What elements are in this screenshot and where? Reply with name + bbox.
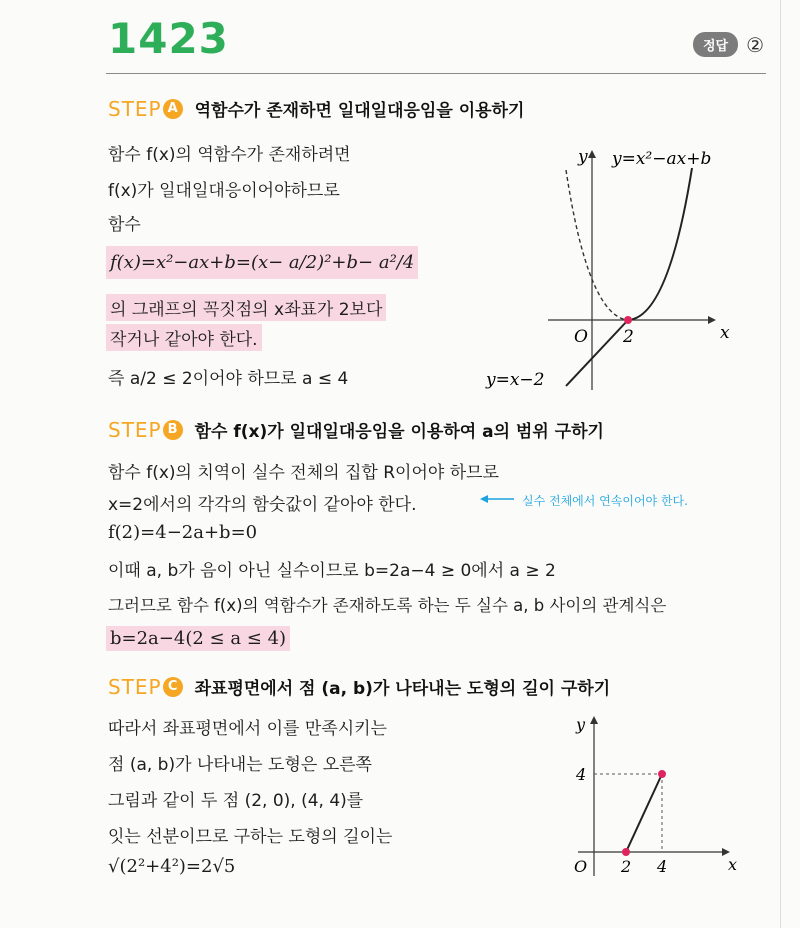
- graph-a-tick-2: 2: [623, 327, 634, 347]
- step-a-line2: f(x)가 일대일대응이어야하므로: [108, 181, 340, 201]
- graph-c-x-label: x: [728, 855, 738, 874]
- graph-a-y-label: y: [578, 147, 588, 167]
- step-a-header: [108, 96, 524, 121]
- graph-c-tick-4x: 4: [657, 857, 668, 876]
- step-b-line1: 함수 f(x)의 치역이 실수 전체의 집합 R이어야 하므로: [108, 463, 499, 483]
- graph-a-curve-branch: [628, 168, 692, 320]
- graph-a-x-arrow: [708, 316, 716, 324]
- step-b-line3: f(2)=4−2a+b=0: [108, 522, 258, 543]
- answer-badge: 정답: [693, 32, 738, 57]
- step-c-line5: √(2²+4²)=2√5: [108, 856, 236, 877]
- step-b-line5: 그러므로 함수 f(x)의 역함수가 존재하도록 하는 두 실수 a, b 사이의 관계식은: [108, 596, 667, 615]
- graph-a-line-label: y=x−2: [486, 370, 545, 390]
- problem-number: 1423: [108, 14, 229, 63]
- note-arrow-icon: [480, 492, 516, 506]
- answer-area: [693, 32, 764, 57]
- step-a-word: STEP: [108, 96, 162, 121]
- step-b-line2: x=2에서의 각각의 함숫값이 같아야 한다.: [108, 495, 417, 515]
- step-c-line2: 점 (a, b)가 나타내는 도형은 오른쪽: [108, 755, 372, 775]
- step-c-title: 좌표평면에서 점 (a, b)가 나타내는 도형의 길이 구하기: [194, 679, 611, 699]
- step-c-line4: 잇는 선분이므로 구하는 도형의 길이는: [108, 827, 393, 847]
- step-a-title: 역함수가 존재하면 일대일대응임을 이용하기: [194, 101, 525, 121]
- answer-value: ②: [746, 32, 764, 57]
- graph-a-origin-label: O: [574, 327, 588, 347]
- graph-a-y-arrow: [588, 150, 596, 158]
- step-a-line6: 즉 a/2 ≤ 2이어야 하므로 a ≤ 4: [108, 369, 349, 389]
- graph-c-y-arrow: [590, 716, 598, 724]
- graph-c-point-end: [658, 770, 666, 778]
- step-b-title: 함수 f(x)가 일대일대응임을 이용하여 a의 범위 구하기: [194, 422, 604, 442]
- graph-a-x-label: x: [720, 323, 730, 343]
- step-a-line4: 의 그래프의 꼭짓점의 x좌표가 2보다: [106, 294, 386, 321]
- graph-c-y-label: y: [576, 715, 586, 734]
- step-c-letter: C: [163, 677, 183, 697]
- step-b-letter: B: [163, 420, 183, 440]
- graph-a-dashed-branch: [566, 170, 628, 320]
- step-a-line3: 함수: [108, 215, 141, 235]
- step-a-line1: 함수 f(x)의 역함수가 존재하려면: [108, 145, 351, 165]
- graph-a-point: [624, 316, 632, 324]
- graph-c-segment: [626, 774, 662, 852]
- step-b-line4: 이때 a, b가 음이 아닌 실수이므로 b=2a−4 ≥ 0에서 a ≥ 2: [108, 561, 556, 581]
- step-c-line1: 따라서 좌표평면에서 이를 만족시키는: [108, 719, 387, 739]
- page-edge-rule: [780, 0, 781, 928]
- step-c-word: STEP: [108, 674, 162, 699]
- step-a-letter: A: [163, 99, 183, 119]
- step-b-line6: b=2a−4(2 ≤ a ≤ 4): [106, 626, 290, 651]
- graph-a-curve-label: y=x²−ax+b: [612, 149, 712, 169]
- graph-a: [480, 140, 760, 396]
- graph-c: [550, 706, 740, 886]
- graph-c-point-start: [622, 848, 630, 856]
- step-c-line3: 그림과 같이 두 점 (2, 0), (4, 4)를: [108, 791, 364, 811]
- header-divider: [106, 73, 766, 74]
- step-a-line5: 작거나 같아야 한다.: [106, 324, 262, 351]
- graph-c-tick-4y: 4: [576, 765, 587, 784]
- step-a-formula: f(x)=x²−ax+b=(x− a/2)²+b− a²/4: [106, 246, 418, 279]
- step-b-word: STEP: [108, 417, 162, 442]
- step-c-header: [108, 674, 610, 699]
- step-b-header: [108, 417, 604, 442]
- graph-c-tick-2: 2: [621, 857, 632, 876]
- graph-c-origin-label: O: [574, 857, 588, 876]
- step-b-note: 실수 전체에서 연속이어야 한다.: [522, 494, 688, 508]
